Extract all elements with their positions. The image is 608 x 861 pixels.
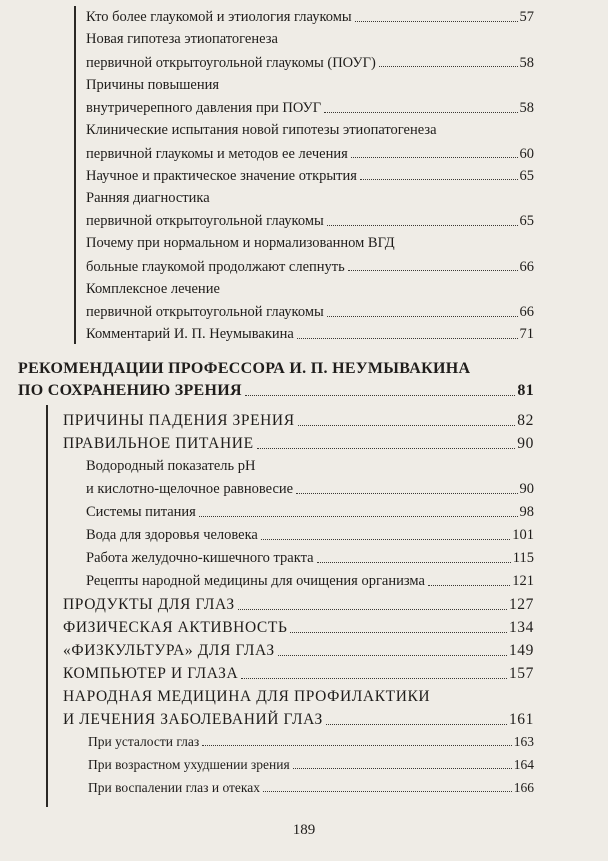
toc-entry[interactable]: [18, 383, 534, 399]
toc-entry-title: ПРАВИЛЬНОЕ ПИТАНИЕ: [63, 435, 254, 452]
toc-entry-line: Клинические испытания новой гипотезы этиопатогенеза: [86, 122, 437, 138]
toc-entry[interactable]: [63, 643, 534, 659]
toc-entry-page: 66: [519, 258, 534, 275]
toc-entry[interactable]: [63, 413, 534, 429]
toc-entry[interactable]: [86, 10, 534, 25]
dot-leader: [379, 66, 518, 67]
toc-entry-title: Комментарий И. П. Неумывакина: [86, 326, 294, 342]
toc-entry-page: 98: [519, 504, 534, 520]
toc-bracket-section: [46, 405, 48, 807]
toc-entry[interactable]: [63, 436, 534, 452]
toc-entry-line: НАРОДНАЯ МЕДИЦИНА ДЛЯ ПРОФИЛАКТИКИ: [63, 688, 431, 705]
dot-leader: [296, 493, 517, 494]
toc-entry[interactable]: [86, 56, 534, 71]
toc-entry-page: 127: [508, 596, 534, 613]
toc-entry[interactable]: [86, 574, 534, 589]
toc-entry-title: первичной открытоугольной глаукомы (ПОУГ): [86, 54, 376, 71]
toc-entry-page: 121: [512, 573, 534, 589]
toc-entry-title: больные глаукомой продолжают слепнуть: [86, 258, 345, 275]
toc-entry-title: первичной открытоугольной глаукомы: [86, 213, 324, 229]
toc-entry-title: ФИЗИЧЕСКАЯ АКТИВНОСТЬ: [63, 619, 288, 636]
dot-leader: [324, 112, 517, 113]
toc-entry-title: ПРИЧИНЫ ПАДЕНИЯ ЗРЕНИЯ: [63, 412, 295, 429]
toc-entry-page: 134: [508, 619, 534, 636]
toc-entry-page: 66: [519, 304, 534, 320]
toc-entry-line: Комплексное лечение: [86, 280, 220, 297]
toc-entry-title: первичной глаукомы и методов ее лечения: [86, 145, 348, 162]
toc-entry-title: Работа желудочно-кишечного тракта: [86, 550, 314, 566]
toc-entry-page: 149: [508, 642, 534, 659]
toc-entry[interactable]: [86, 260, 534, 275]
toc-entry-page: 57: [519, 9, 534, 25]
dot-leader: [202, 745, 512, 746]
toc-entry[interactable]: [88, 781, 534, 795]
dot-leader: [238, 609, 507, 610]
toc-entry-title: ПРОДУКТЫ ДЛЯ ГЛАЗ: [63, 596, 235, 613]
dot-leader: [245, 395, 516, 396]
toc-entry-title: Системы питания: [86, 504, 196, 520]
toc-entry-page: 164: [513, 757, 534, 772]
toc-entry[interactable]: [86, 169, 534, 184]
toc-entry[interactable]: [63, 620, 534, 636]
toc-bracket-top: [74, 6, 76, 344]
toc-entry-page: 58: [519, 54, 534, 71]
toc-entry[interactable]: [86, 482, 534, 497]
toc-entry[interactable]: [86, 505, 534, 520]
toc-entry[interactable]: [86, 214, 534, 229]
dot-leader: [351, 157, 518, 158]
toc-entry-title: При возрастном ухудшении зрения: [88, 757, 290, 772]
toc-entry[interactable]: [63, 597, 534, 613]
toc-entry-title: Кто более глаукомой и этиология глаукомы: [86, 9, 352, 25]
toc-entry-page: 65: [519, 213, 534, 229]
toc-entry-page: 166: [513, 780, 534, 795]
dot-leader: [327, 316, 518, 317]
toc-entry-page: 65: [519, 167, 534, 184]
toc-entry[interactable]: [86, 551, 534, 566]
toc-entry[interactable]: [86, 305, 534, 320]
toc-entry-line: РЕКОМЕНДАЦИИ ПРОФЕССОРА И. П. НЕУМЫВАКИНА: [18, 360, 471, 377]
dot-leader: [428, 585, 510, 586]
dot-leader: [290, 632, 506, 633]
toc-entry[interactable]: [63, 666, 534, 682]
dot-leader: [317, 562, 511, 563]
toc-entry-page: 90: [519, 481, 534, 497]
toc-entry-page: 90: [517, 435, 534, 452]
dot-leader: [241, 678, 507, 679]
dot-leader: [348, 270, 518, 271]
dot-leader: [297, 338, 518, 339]
dot-leader: [199, 516, 518, 517]
toc-entry-page: 115: [512, 550, 534, 566]
toc-entry-line: Новая гипотеза этиопатогенеза: [86, 31, 278, 47]
toc-entry[interactable]: [86, 101, 534, 116]
toc-entry-line: Ранняя диагностика: [86, 189, 210, 206]
toc-entry-page: 101: [512, 527, 534, 543]
toc-entry-title: КОМПЬЮТЕР И ГЛАЗА: [63, 665, 239, 682]
toc-entry-title: При воспалении глаз и отеках: [88, 780, 261, 795]
toc-entry-title: Научное и практическое значение открытия: [86, 167, 357, 184]
toc-entry-line: Почему при нормальном и нормализованном ВГД: [86, 235, 395, 251]
dot-leader: [263, 791, 512, 792]
toc-entry[interactable]: [63, 712, 534, 728]
dot-leader: [355, 21, 518, 22]
toc-entry[interactable]: [88, 758, 534, 772]
toc-entry-line: Водородный показатель рН: [86, 458, 256, 474]
toc-entry-page: 81: [517, 382, 534, 399]
toc-entry[interactable]: [86, 528, 534, 543]
toc-entry-page: 60: [519, 145, 534, 162]
toc-entry-line: Причины повышения: [86, 76, 220, 93]
toc-entry-page: 58: [519, 100, 534, 116]
toc-entry-title: Рецепты народной медицины для очищения организма: [86, 573, 425, 589]
page-number: 189: [292, 822, 316, 838]
toc-entry-title: ПО СОХРАНЕНИЮ ЗРЕНИЯ: [18, 382, 242, 399]
toc-entry-title: Вода для здоровья человека: [86, 527, 258, 543]
toc-entry-page: 163: [513, 734, 534, 749]
dot-leader: [327, 225, 518, 226]
toc-entry-title: первичной открытоугольной глаукомы: [86, 304, 324, 320]
toc-entry-title: «ФИЗКУЛЬТУРА» ДЛЯ ГЛАЗ: [63, 642, 275, 659]
toc-entry-title: И ЛЕЧЕНИЯ ЗАБОЛЕВАНИЙ ГЛАЗ: [63, 711, 323, 728]
dot-leader: [261, 539, 510, 540]
dot-leader: [298, 425, 516, 426]
dot-leader: [257, 448, 516, 449]
toc-entry-page: 71: [519, 326, 534, 342]
toc-entry-title: При усталости глаз: [88, 734, 200, 749]
toc-entry-title: внутричерепного давления при ПОУГ: [86, 100, 322, 116]
toc-entry-title: и кислотно-щелочное равновесие: [86, 481, 294, 497]
toc-entry[interactable]: [88, 735, 534, 749]
dot-leader: [326, 724, 507, 725]
dot-leader: [293, 768, 512, 769]
dot-leader: [360, 179, 518, 180]
toc-entry-page: 82: [517, 412, 534, 429]
dot-leader: [278, 655, 507, 656]
toc-entry-page: 161: [508, 711, 534, 728]
toc-entry-page: 157: [508, 665, 534, 682]
toc-entry[interactable]: [86, 327, 534, 342]
toc-entry[interactable]: [86, 147, 534, 162]
